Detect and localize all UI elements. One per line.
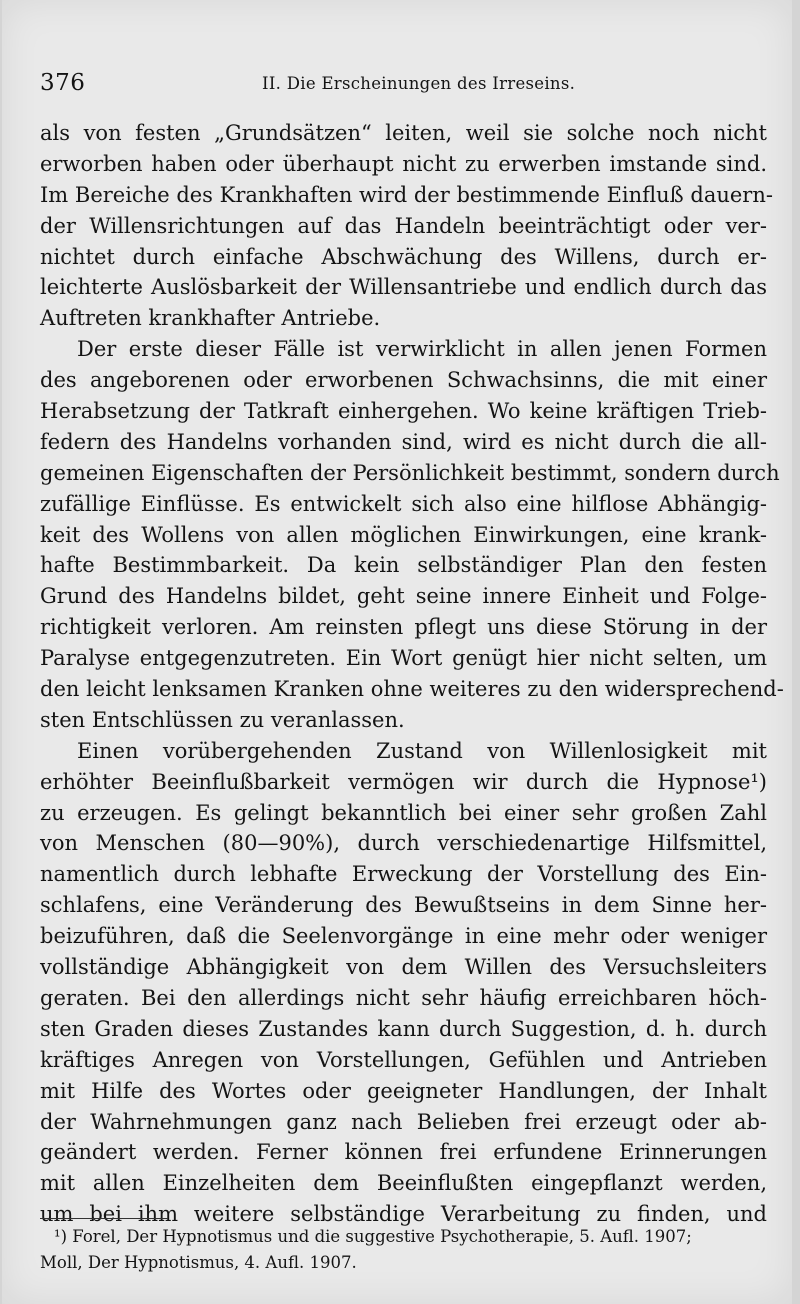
footnote-line: ¹) Forel, Der Hypnotismus und die suggestive Psychotherapie, 5. Aufl. 1907; bbox=[54, 1227, 692, 1246]
text-line: der Wahrnehmungen ganz nach Belieben frei erzeugt oder ab- bbox=[40, 1109, 767, 1134]
text-line: Im Bereiche des Krankhaften wird der bestimmende Einfluß dauern- bbox=[40, 182, 773, 207]
text-line: zu erzeugen. Es gelingt bekanntlich bei einer sehr großen Zahl bbox=[40, 800, 767, 825]
running-title: II. Die Erscheinungen des Irreseins. bbox=[262, 74, 576, 93]
text-line: namentlich durch lebhafte Erweckung der Vorstellung des Ein- bbox=[40, 862, 767, 887]
text-line: Grund des Handelns bildet, geht seine innere Einheit und Folge- bbox=[40, 584, 767, 609]
text-line: leichterte Auslösbarkeit der Willensantriebe und endlich durch das bbox=[40, 275, 767, 300]
page-header bbox=[40, 70, 754, 100]
text-line: erhöhter Beeinflußbarkeit vermögen wir durch die Hypnose¹) bbox=[40, 769, 767, 794]
footnote-divider bbox=[40, 1218, 168, 1219]
text-line: erworben haben oder überhaupt nicht zu erwerben imstande sind. bbox=[40, 151, 767, 176]
text-line: sten Entschlüssen zu veranlassen. bbox=[40, 707, 405, 732]
text-line: mit allen Einzelheiten dem Beeinflußten eingepflanzt werden, bbox=[40, 1171, 767, 1196]
text-line: um bei ihm weitere selbständige Verarbeitung zu finden, und bbox=[40, 1202, 767, 1227]
text-line: des angeborenen oder erworbenen Schwachsinns, die mit einer bbox=[40, 368, 767, 393]
footnote-line: Moll, Der Hypnotismus, 4. Aufl. 1907. bbox=[40, 1253, 357, 1272]
text-line: gemeinen Eigenschaften der Persönlichkeit bestimmt, sondern durch bbox=[40, 460, 780, 485]
page-number: 376 bbox=[40, 70, 86, 96]
text-line: kräftiges Anregen von Vorstellungen, Gefühlen und Antrieben bbox=[40, 1047, 767, 1072]
text-line: beizuführen, daß die Seelenvorgänge in eine mehr oder weniger bbox=[40, 924, 767, 949]
text-line: Der erste dieser Fälle ist verwirklicht in allen jenen Formen bbox=[77, 337, 767, 362]
text-line: vollständige Abhängigkeit von dem Willen des Versuchsleiters bbox=[40, 955, 767, 980]
text-line: hafte Bestimmbarkeit. Da kein selbständiger Plan den festen bbox=[40, 553, 767, 578]
text-line: Einen vorübergehenden Zustand von Willenlosigkeit mit bbox=[77, 738, 767, 763]
text-line: Paralyse entgegenzutreten. Ein Wort genügt hier nicht selten, um bbox=[40, 646, 767, 671]
text-line: geraten. Bei den allerdings nicht sehr häufig erreichbaren höch- bbox=[40, 985, 767, 1010]
text-line: den leicht lenksamen Kranken ohne weiteres zu den widersprechend- bbox=[40, 677, 784, 702]
text-line: Auftreten krankhafter Antriebe. bbox=[40, 306, 381, 331]
text-line: mit Hilfe des Wortes oder geeigneter Handlungen, der Inhalt bbox=[40, 1078, 767, 1103]
text-line: nichtet durch einfache Abschwächung des Willens, durch er- bbox=[40, 244, 767, 269]
footnotes bbox=[40, 1224, 767, 1276]
text-line: der Willensrichtungen auf das Handeln beeinträchtigt oder ver- bbox=[40, 213, 767, 238]
text-line: keit des Wollens von allen möglichen Einwirkungen, eine krank- bbox=[40, 522, 767, 547]
text-line: Herabsetzung der Tatkraft einhergehen. Wo keine kräftigen Trieb- bbox=[40, 399, 767, 424]
text-line: sten Graden dieses Zustandes kann durch Suggestion, d. h. durch bbox=[40, 1016, 767, 1041]
text-line: von Menschen (80—90%), durch verschiedenartige Hilfsmittel, bbox=[40, 831, 767, 856]
text-line: richtigkeit verloren. Am reinsten pflegt uns diese Störung in der bbox=[40, 615, 767, 640]
text-line: zufällige Einflüsse. Es entwickelt sich also eine hilflose Abhängig- bbox=[40, 491, 767, 516]
text-line: schlafens, eine Veränderung des Bewußtseins in dem Sinne her- bbox=[40, 893, 767, 918]
text-line: geändert werden. Ferner können frei erfundene Erinnerungen bbox=[40, 1140, 767, 1165]
body-text bbox=[40, 118, 784, 1230]
text-line: federn des Handelns vorhanden sind, wird es nicht durch die all- bbox=[40, 429, 767, 454]
book-page bbox=[2, 0, 792, 1304]
text-line: als von festen „Grundsätzen“ leiten, weil sie solche noch nicht bbox=[40, 121, 767, 145]
